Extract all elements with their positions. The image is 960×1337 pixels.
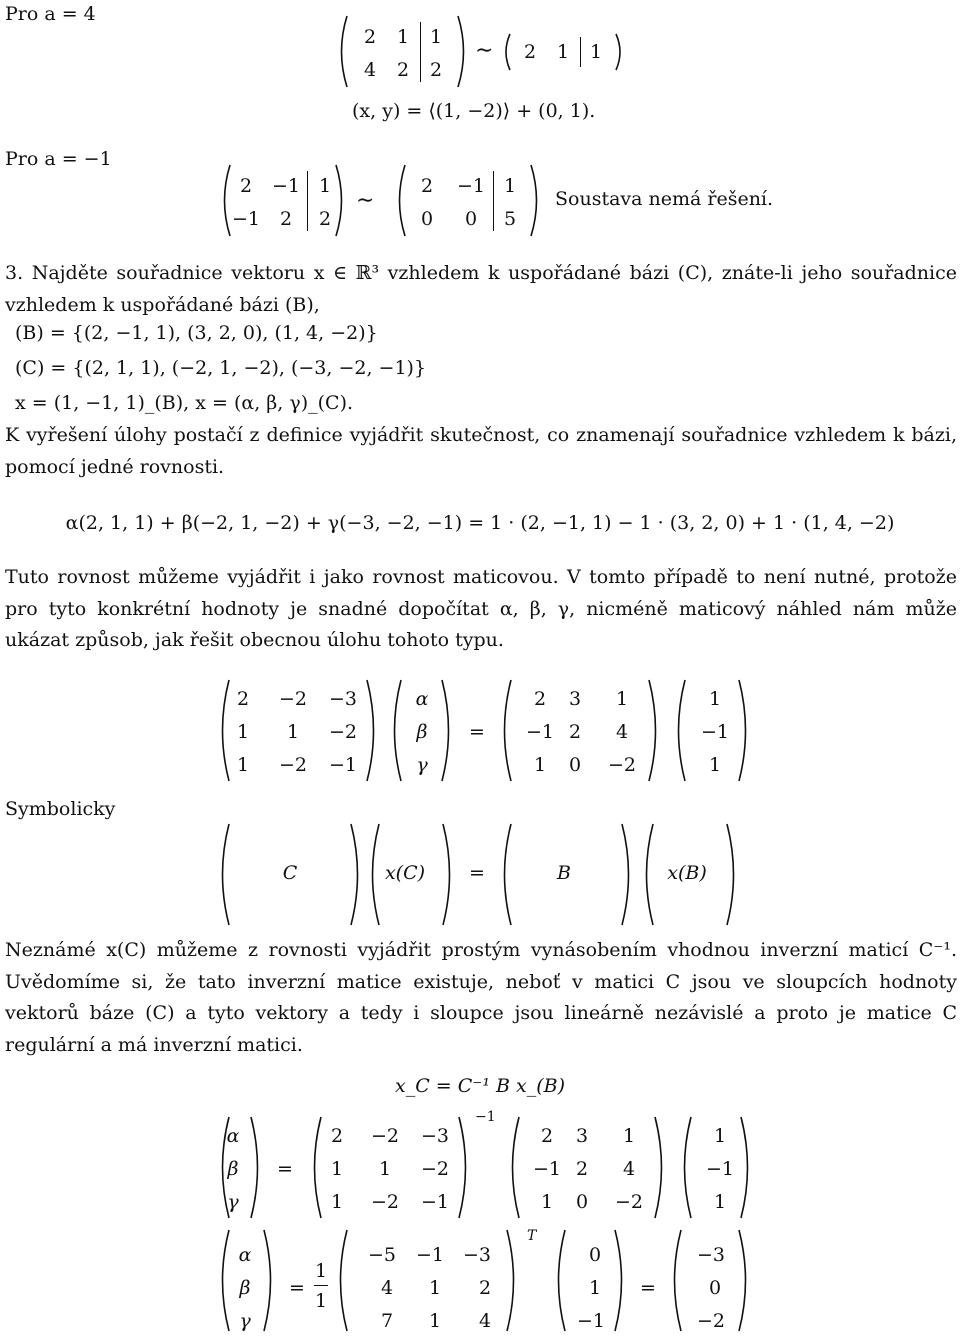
matrix-cell: 2 <box>575 1158 589 1180</box>
matrix-cell: 4 <box>380 1277 394 1299</box>
augment-bar <box>307 171 308 231</box>
fraction-denominator: 1 <box>314 1290 328 1312</box>
right-paren <box>505 1228 521 1333</box>
matrix-cell: 4 <box>615 721 629 743</box>
matrix-equation <box>215 678 755 783</box>
matrix-cell: 2 <box>523 41 537 63</box>
matrix-cell: −2 <box>328 721 357 743</box>
matrix-cell: −1 <box>532 1158 561 1180</box>
left-paren <box>497 678 513 783</box>
basis-B: (B) = {(2, −1, 1), (3, 2, 0), (1, 4, −2)} <box>15 322 378 344</box>
matrix-cell: 1 <box>236 721 250 743</box>
matrix-cell: 1 <box>589 41 603 63</box>
unknown-beta: β <box>416 721 428 743</box>
right-paren <box>647 678 663 783</box>
right-paren <box>725 822 741 927</box>
left-paren <box>505 1115 521 1220</box>
matrix-cell: 3 <box>575 1125 589 1147</box>
basis-C: (C) = {(2, 1, 1), (−2, 1, −2), (−3, −2, −1)} <box>15 357 427 379</box>
matrix-cell: −1 <box>705 1158 734 1180</box>
matrix-cell: 4 <box>622 1158 636 1180</box>
matrix-cell: 1 <box>588 1277 602 1299</box>
matrix-cell: 1 <box>615 688 629 710</box>
matrix-cell: −1 <box>576 1310 605 1332</box>
matrix-cell: −3 <box>462 1244 491 1266</box>
matrix-cell: 0 <box>420 208 434 230</box>
matrix-cell: 2 <box>420 175 434 197</box>
tilde-symbol: ∼ <box>475 38 494 63</box>
inverse-paragraph: Neznámé x(C) můžeme z rovnosti vyjádřit prostým vynásobením vhodnou inverzní maticí C⁻¹. Uvědomíme si, že tato inverzní matice existuje, neboť v matici C jsou ve sloupcích hodnoty vektorů báze (C) a tyto vektory a tedy i sloupce jsou lineárně nezávislé a proto je matice C regulární a má inverzní matici. <box>5 939 957 1056</box>
matrix-cell: 1 <box>713 1125 727 1147</box>
right-paren <box>737 678 753 783</box>
right-paren <box>349 822 365 927</box>
case-am1-label: Pro a = −1 <box>5 148 112 170</box>
matrix-cell: −5 <box>367 1244 396 1266</box>
symbol-B: B <box>557 862 571 884</box>
unknown-gamma: γ <box>416 754 428 776</box>
matrix-cell: −3 <box>328 688 357 710</box>
left-paren <box>497 822 513 927</box>
symbol-xB: x(B) <box>667 862 707 884</box>
case-a4-matrix-2 <box>500 32 626 72</box>
case-a4-label: Pro a = 4 <box>5 3 96 25</box>
matrix-cell: 4 <box>478 1310 492 1332</box>
matrix-cell: 2 <box>396 59 410 81</box>
matrix-cell: 0 <box>588 1244 602 1266</box>
matrix-cell: 2 <box>236 688 250 710</box>
matrix-cell: −1 <box>328 754 357 776</box>
matrix-cell: 1 <box>428 1277 442 1299</box>
tilde-symbol: ∼ <box>356 188 375 213</box>
matrix-cell: 1 <box>503 175 517 197</box>
left-paren <box>551 1228 567 1333</box>
matrix-cell: 1 <box>540 1191 554 1213</box>
matrix-cell: −1 <box>415 1244 444 1266</box>
inverse-formula: x_C = C⁻¹ B x_(B) <box>395 1075 565 1097</box>
matrix-cell: 1 <box>330 1158 344 1180</box>
fraction-bar <box>314 1285 328 1286</box>
matrix-cell: 1 <box>396 26 410 48</box>
matrix-cell: 1 <box>330 1191 344 1213</box>
matrix-cell: −1 <box>271 175 300 197</box>
matrix-cell: 1 <box>556 41 570 63</box>
right-paren <box>529 163 543 238</box>
equals-sign: = <box>277 1158 293 1180</box>
augment-bar <box>420 22 421 82</box>
inverse-exponent: −1 <box>475 1109 496 1125</box>
equals-sign: = <box>289 1277 305 1299</box>
case-a4-solution: (x, y) = ⟨(1, −2)⟩ + (0, 1). <box>352 100 596 122</box>
unknown-alpha: α <box>415 688 429 710</box>
fraction-numerator: 1 <box>314 1260 328 1282</box>
matrix-cell: −2 <box>614 1191 643 1213</box>
case-am1-matrix-1 <box>218 163 348 238</box>
left-paren <box>671 678 687 783</box>
matrix-cell: −1 <box>525 721 554 743</box>
left-paren <box>677 1115 693 1220</box>
matrix-cell: 2 <box>533 688 547 710</box>
right-paren <box>739 1115 755 1220</box>
right-paren <box>620 822 636 927</box>
symbolic-equation <box>215 822 755 927</box>
matrix-cell: 1 <box>378 1158 392 1180</box>
matrix-cell: −2 <box>607 754 636 776</box>
left-paren <box>667 1228 683 1333</box>
matrix-cell: −1 <box>231 208 260 230</box>
right-paren <box>456 14 470 89</box>
case-a4-matrix-1 <box>335 14 470 89</box>
matrix-cell: 1 <box>236 754 250 776</box>
matrix-cell: −2 <box>370 1125 399 1147</box>
matrix-cell: 1 <box>708 754 722 776</box>
matrix-cell: 2 <box>279 208 293 230</box>
unknown-gamma: γ <box>239 1310 251 1332</box>
matrix-cell: 5 <box>503 208 517 230</box>
case-am1-matrix-2 <box>393 163 543 238</box>
matrix-cell: 0 <box>708 1277 722 1299</box>
matrix-cell: 1 <box>713 1191 727 1213</box>
symbol-xC: x(C) <box>384 862 426 884</box>
right-paren <box>737 1228 753 1333</box>
matrix-cell: −3 <box>696 1244 725 1266</box>
task3-statement: 3. Najděte souřadnice vektoru x ∈ ℝ³ vzhledem k uspořádané bázi (C), znáte-li jeho souřadnice vzhledem k uspořádané bázi (B), <box>5 262 957 316</box>
matrix-cell: 2 <box>429 59 443 81</box>
x-definition: x = (1, −1, 1)_(B), x = (α, β, γ)_(C). <box>15 392 354 414</box>
final-equation <box>215 1228 755 1333</box>
matrix-form-paragraph: Tuto rovnost můžeme vyjádřit i jako rovnost maticovou. V tomto případě to není nutné, protože pro tyto konkrétní hodnoty je snadné dopočítat α, β, γ, nicméně maticový náhled nám může ukázat způsob, jak řešit obecnou úlohu tohoto typu. <box>5 566 957 651</box>
matrix-cell: 2 <box>330 1125 344 1147</box>
matrix-cell: 2 <box>363 26 377 48</box>
matrix-cell: −1 <box>420 1191 449 1213</box>
matrix-cell: 7 <box>380 1310 394 1332</box>
right-paren <box>457 1115 473 1220</box>
matrix-cell: −1 <box>700 721 729 743</box>
matrix-cell: 2 <box>318 208 332 230</box>
matrix-cell: 2 <box>540 1125 554 1147</box>
right-paren <box>334 163 348 238</box>
inverse-equation <box>215 1109 755 1220</box>
matrix-cell: 2 <box>478 1277 492 1299</box>
matrix-cell: 2 <box>239 175 253 197</box>
matrix-cell: 3 <box>568 688 582 710</box>
right-paren <box>614 32 626 72</box>
matrix-cell: −2 <box>278 688 307 710</box>
no-solution-text: Soustava nemá řešení. <box>555 188 774 210</box>
right-paren <box>653 1115 669 1220</box>
matrix-cell: −1 <box>456 175 485 197</box>
matrix-cell: 2 <box>568 721 582 743</box>
matrix-cell: −2 <box>420 1158 449 1180</box>
right-paren <box>365 678 381 783</box>
matrix-cell: 1 <box>318 175 332 197</box>
matrix-cell: 1 <box>622 1125 636 1147</box>
matrix-cell: −3 <box>420 1125 449 1147</box>
unknown-gamma: γ <box>227 1191 239 1213</box>
matrix-cell: 0 <box>575 1191 589 1213</box>
unknown-beta: β <box>239 1277 251 1299</box>
unknown-alpha: α <box>226 1125 240 1147</box>
equals-sign: = <box>640 1277 656 1299</box>
matrix-cell: −2 <box>696 1310 725 1332</box>
matrix-cell: 4 <box>363 59 377 81</box>
unknown-alpha: α <box>238 1244 252 1266</box>
matrix-cell: 1 <box>429 26 443 48</box>
augment-bar <box>580 37 581 67</box>
matrix-cell: −2 <box>370 1191 399 1213</box>
left-paren <box>333 1228 349 1333</box>
matrix-cell: 0 <box>464 208 478 230</box>
equals-sign: = <box>469 721 485 743</box>
matrix-cell: 1 <box>286 721 300 743</box>
left-paren <box>215 822 231 927</box>
symbol-C: C <box>282 862 298 884</box>
transpose-mark: T <box>527 1228 537 1244</box>
symbolic-label: Symbolicky <box>5 798 116 820</box>
hint-paragraph: K vyřešení úlohy postačí z definice vyjádřit skutečnost, co znamenají souřadnice vzhledem k bázi, pomocí jedné rovnosti. <box>5 424 957 478</box>
matrix-cell: 1 <box>533 754 547 776</box>
unknown-beta: β <box>227 1158 239 1180</box>
augment-bar <box>493 171 494 231</box>
equals-sign: = <box>469 862 485 884</box>
coordinate-equation: α(2, 1, 1) + β(−2, 1, −2) + γ(−3, −2, −1) = 1 · (2, −1, 1) − 1 · (3, 2, 0) + 1 · (1, 4, −2) <box>65 512 895 534</box>
matrix-cell: 1 <box>428 1310 442 1332</box>
matrix-cell: 1 <box>708 688 722 710</box>
matrix-cell: 0 <box>568 754 582 776</box>
matrix-cell: −2 <box>278 754 307 776</box>
